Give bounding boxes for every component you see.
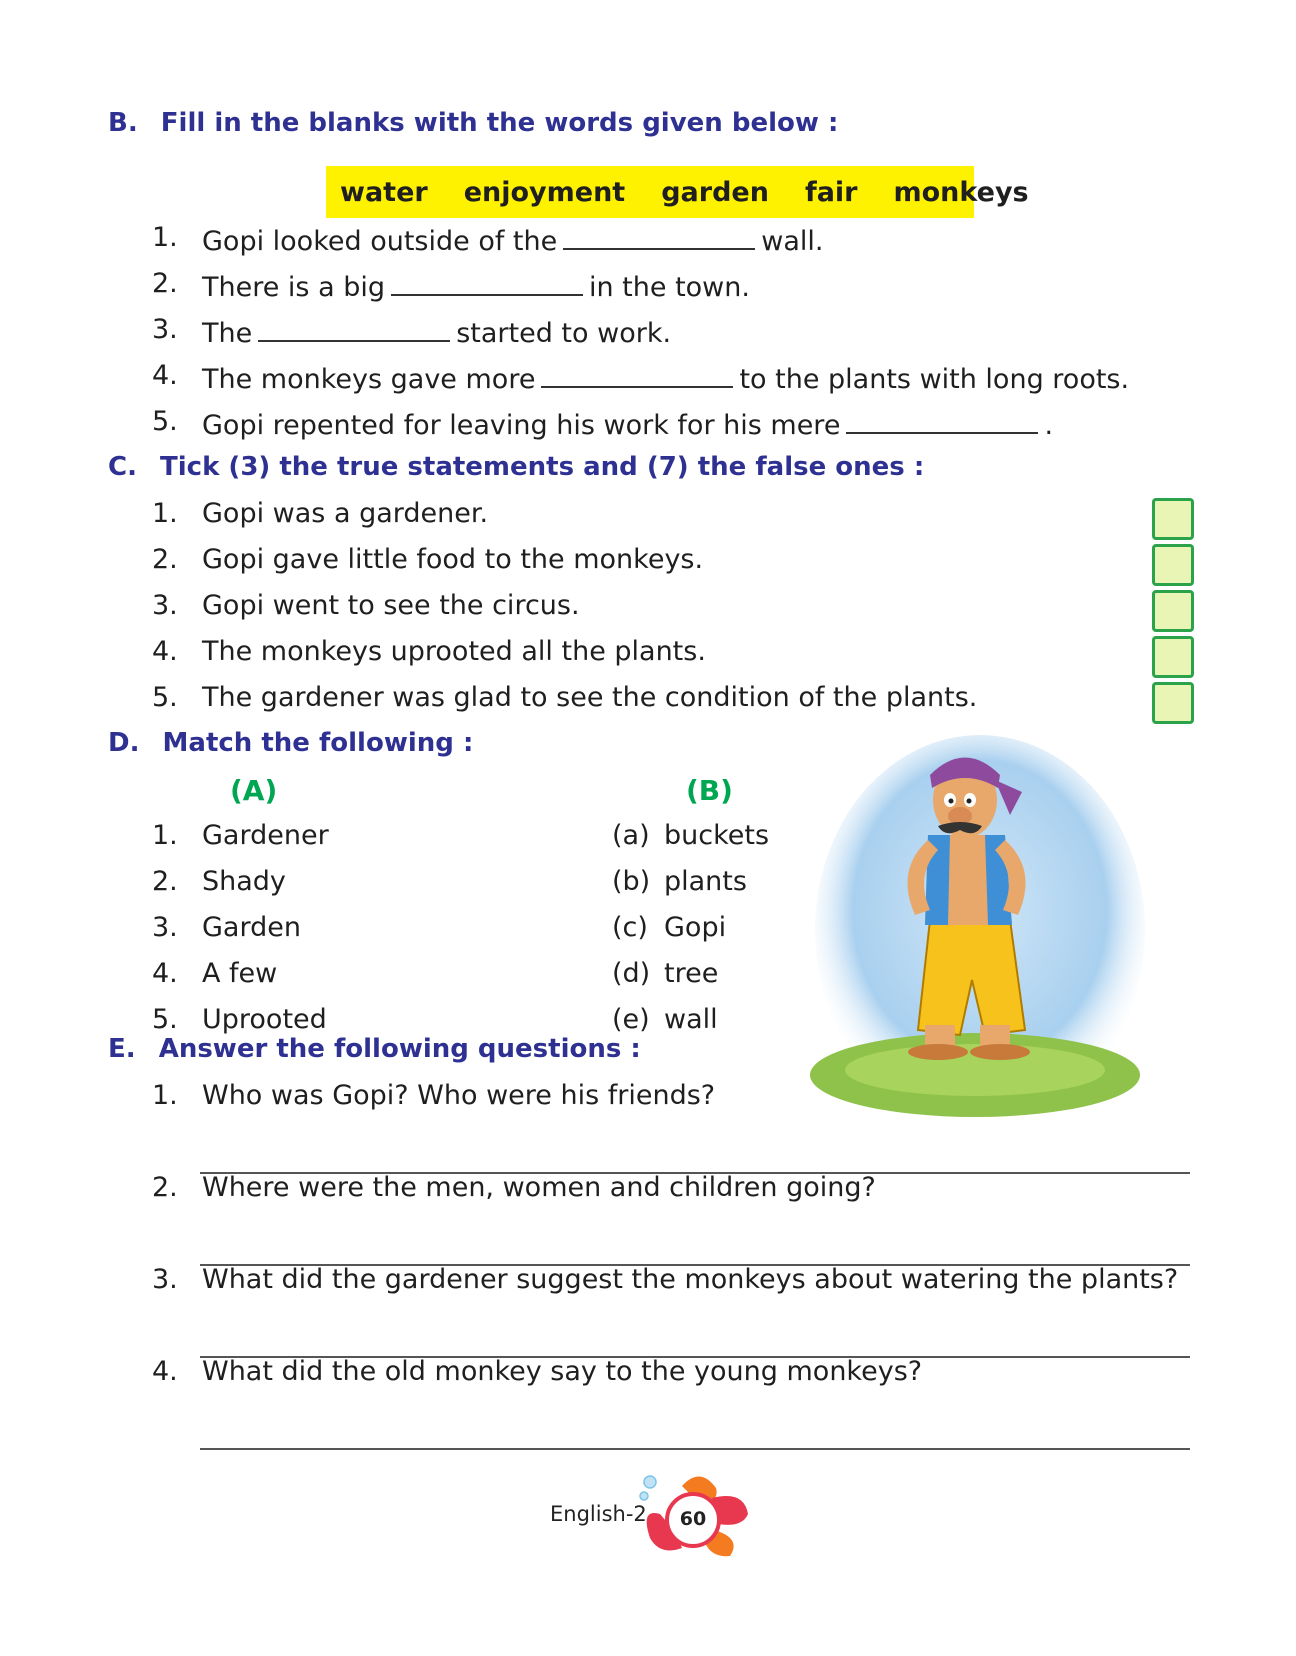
match-left-text: Shady bbox=[202, 866, 286, 897]
question-item bbox=[152, 1172, 876, 1203]
statement-text: The gardener was glad to see the condition of the plants. bbox=[202, 682, 978, 713]
tick-box[interactable] bbox=[1152, 682, 1194, 724]
footer-book-title: English-2 bbox=[550, 1502, 647, 1526]
question-text: Where were the men, women and children going? bbox=[202, 1172, 876, 1203]
item-text: in the town. bbox=[588, 272, 750, 303]
blank-field[interactable] bbox=[563, 222, 755, 250]
item-text: started to work. bbox=[456, 318, 672, 349]
match-left-item bbox=[152, 820, 329, 851]
item-number: 3. bbox=[152, 590, 178, 621]
section-e-label: E. bbox=[108, 1034, 136, 1064]
question-item bbox=[152, 1080, 716, 1111]
item-number: 1. bbox=[152, 820, 178, 851]
item-number: 3. bbox=[152, 912, 178, 943]
item-number: 2. bbox=[152, 544, 178, 575]
item-number: 4. bbox=[152, 360, 178, 391]
item-number: 4. bbox=[152, 1356, 178, 1387]
blank-field[interactable] bbox=[391, 268, 583, 296]
column-a-heading: (A) bbox=[230, 774, 278, 807]
statement-item bbox=[152, 544, 704, 575]
question-item bbox=[152, 1356, 923, 1387]
statement-text: Gopi gave little food to the monkeys. bbox=[202, 544, 704, 575]
answer-line[interactable] bbox=[200, 1448, 1190, 1450]
column-b-heading: (B) bbox=[686, 774, 733, 807]
item-text: wall. bbox=[761, 226, 824, 257]
item-number: 5. bbox=[152, 406, 178, 437]
fill-blank-item bbox=[152, 406, 1054, 441]
statement-text: The monkeys uprooted all the plants. bbox=[202, 636, 706, 667]
match-right-text: buckets bbox=[664, 820, 770, 851]
word-bank-item: garden bbox=[661, 176, 769, 208]
match-right-item bbox=[612, 912, 727, 943]
match-left-item bbox=[152, 1004, 327, 1035]
item-text: There is a big bbox=[202, 272, 385, 303]
section-e-title: Answer the following questions : bbox=[158, 1034, 641, 1064]
section-d-label: D. bbox=[108, 728, 140, 758]
question-text: What did the gardener suggest the monkeys about watering the plants? bbox=[202, 1264, 1179, 1295]
word-bank-item: enjoyment bbox=[463, 176, 626, 208]
match-right-item bbox=[612, 866, 747, 897]
item-number: 1. bbox=[152, 498, 178, 529]
section-b-heading bbox=[108, 108, 838, 138]
item-number: 2. bbox=[152, 1172, 178, 1203]
blank-field[interactable] bbox=[846, 406, 1038, 434]
match-left-text: A few bbox=[202, 958, 278, 989]
section-c-heading bbox=[108, 452, 924, 482]
section-e-heading bbox=[108, 1034, 641, 1064]
option-key: (c) bbox=[612, 912, 648, 943]
match-left-item bbox=[152, 912, 301, 943]
match-right-text: plants bbox=[664, 866, 747, 897]
item-text: Gopi repented for leaving his work for his mere bbox=[202, 410, 841, 441]
match-left-text: Gardener bbox=[202, 820, 329, 851]
item-number: 4. bbox=[152, 636, 178, 667]
match-right-item bbox=[612, 958, 719, 989]
tick-box[interactable] bbox=[1152, 544, 1194, 586]
item-text: to the plants with long roots. bbox=[739, 364, 1130, 395]
match-right-text: tree bbox=[664, 958, 719, 989]
blank-field[interactable] bbox=[258, 314, 450, 342]
tick-box[interactable] bbox=[1152, 498, 1194, 540]
word-bank-item: monkeys bbox=[893, 176, 1029, 208]
item-number: 5. bbox=[152, 1004, 178, 1035]
fill-blank-item bbox=[152, 360, 1130, 395]
option-key: (d) bbox=[612, 958, 651, 989]
item-text: The bbox=[202, 318, 253, 349]
question-text: Who was Gopi? Who were his friends? bbox=[202, 1080, 716, 1111]
tick-box[interactable] bbox=[1152, 590, 1194, 632]
word-bank bbox=[326, 166, 1029, 218]
item-number: 2. bbox=[152, 268, 178, 299]
option-key: (b) bbox=[612, 866, 651, 897]
statement-item bbox=[152, 682, 978, 713]
item-number: 5. bbox=[152, 682, 178, 713]
section-d-title: Match the following : bbox=[162, 728, 474, 758]
match-right-item bbox=[612, 1004, 718, 1035]
match-left-text: Garden bbox=[202, 912, 301, 943]
statement-text: Gopi went to see the circus. bbox=[202, 590, 580, 621]
gardener-illustration bbox=[800, 730, 1150, 1130]
statement-text: Gopi was a gardener. bbox=[202, 498, 489, 529]
match-left-item bbox=[152, 958, 278, 989]
item-number: 2. bbox=[152, 866, 178, 897]
match-left-text: Uprooted bbox=[202, 1004, 327, 1035]
page-number: 60 bbox=[679, 1508, 707, 1530]
match-right-text: wall bbox=[664, 1004, 718, 1035]
section-c-label: C. bbox=[108, 452, 137, 482]
item-text: Gopi looked outside of the bbox=[202, 226, 558, 257]
statement-item bbox=[152, 636, 706, 667]
match-right-item bbox=[612, 820, 770, 851]
fill-blank-item bbox=[152, 314, 672, 349]
item-number: 1. bbox=[152, 1080, 178, 1111]
section-b-title: Fill in the blanks with the words given below : bbox=[160, 108, 839, 138]
statement-item bbox=[152, 590, 580, 621]
word-bank-item: fair bbox=[804, 176, 858, 208]
tick-box[interactable] bbox=[1152, 636, 1194, 678]
question-item bbox=[152, 1264, 1179, 1295]
item-number: 3. bbox=[152, 314, 178, 345]
blank-field[interactable] bbox=[541, 360, 733, 388]
question-text: What did the old monkey say to the young monkeys? bbox=[202, 1356, 923, 1387]
match-right-text: Gopi bbox=[664, 912, 727, 943]
item-text: . bbox=[1044, 410, 1054, 441]
statement-item bbox=[152, 498, 489, 529]
item-number: 3. bbox=[152, 1264, 178, 1295]
item-text: The monkeys gave more bbox=[202, 364, 536, 395]
section-d-heading bbox=[108, 728, 473, 758]
item-number: 1. bbox=[152, 222, 178, 253]
option-key: (e) bbox=[612, 1004, 650, 1035]
option-key: (a) bbox=[612, 820, 650, 851]
item-number: 4. bbox=[152, 958, 178, 989]
word-bank-item: water bbox=[340, 176, 428, 208]
fill-blank-item bbox=[152, 268, 750, 303]
section-b-label: B. bbox=[108, 108, 138, 138]
match-left-item bbox=[152, 866, 286, 897]
section-c-title: Tick (3) the true statements and (7) the false ones : bbox=[160, 452, 925, 482]
fill-blank-item bbox=[152, 222, 824, 257]
